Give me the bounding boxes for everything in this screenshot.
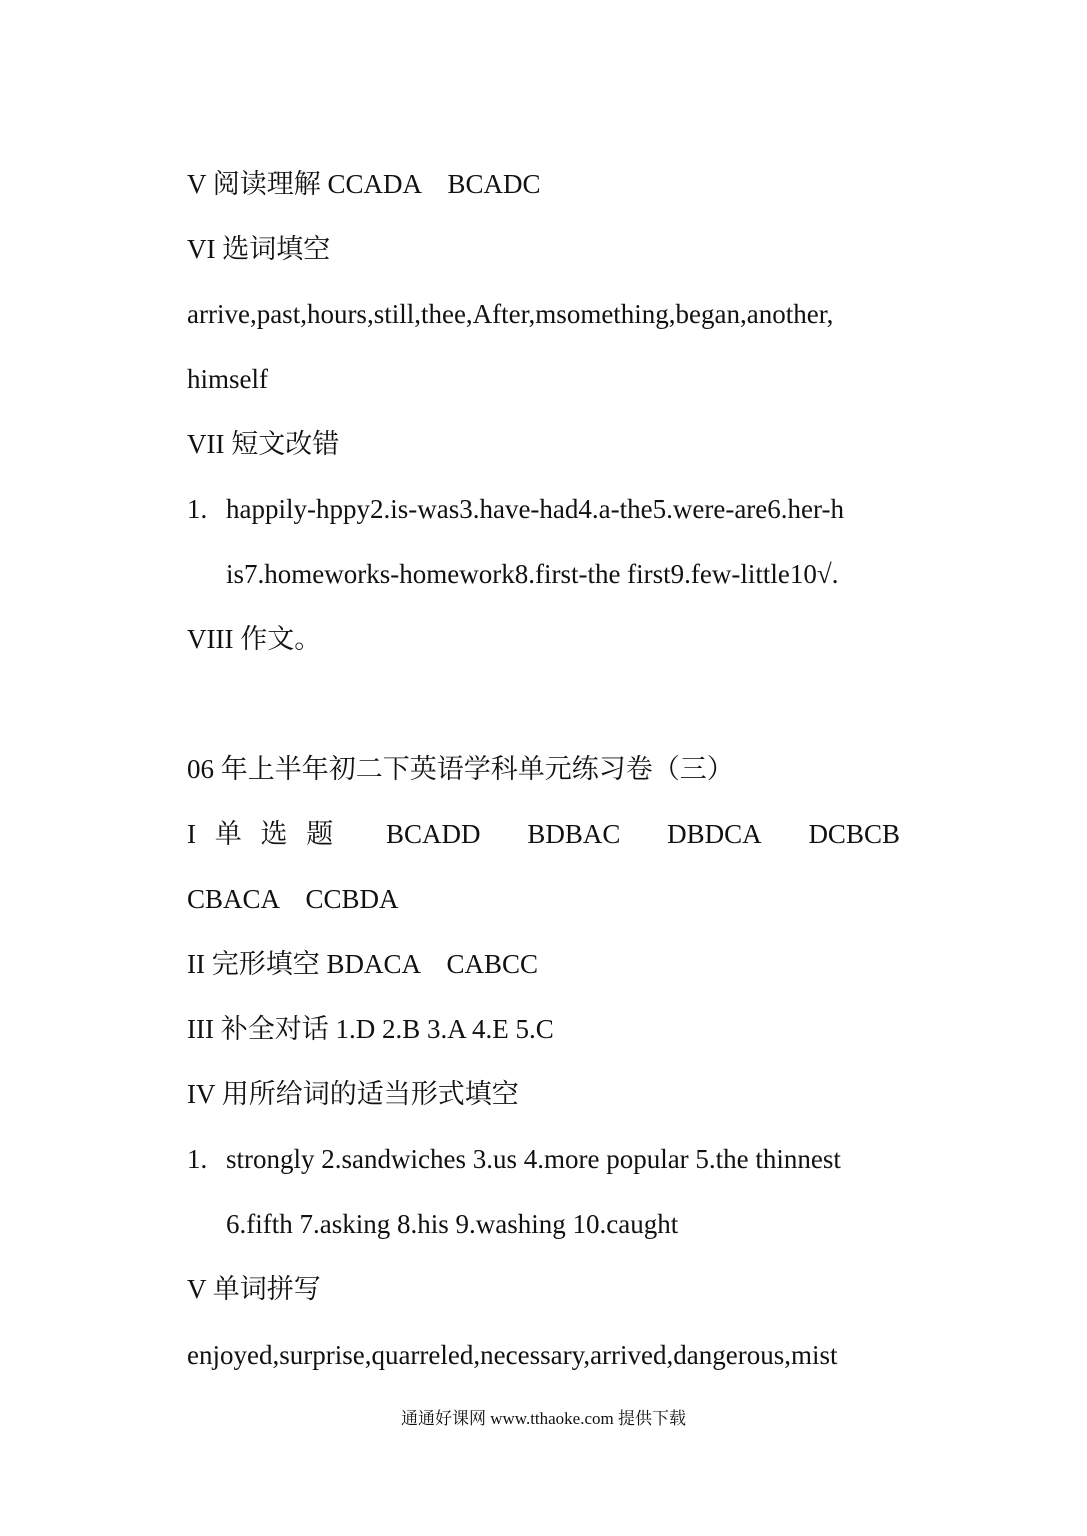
page-footer: 通通好课网 www.tthaoke.com 提供下载: [400, 1409, 687, 1428]
error-correction-answers-line-1: [187, 493, 844, 525]
dialogue-answers: III 补全对话 1.D 2.B 3.A 4.E 5.C: [187, 1014, 554, 1044]
error-correction-answers-line-2: is7.homeworks-homework8.first-the first9.few-little10√.: [226, 559, 839, 589]
word-choice-answers-line-1: arrive,past,hours,still,thee,After,msomething,began,another,: [187, 299, 834, 329]
answer-group: DBDCA: [667, 819, 762, 849]
answer-group: DCBCB: [808, 819, 900, 849]
word-form-answers-line-1: [187, 1143, 841, 1175]
word-form-heading: IV 用所给词的适当形式填空: [187, 1079, 519, 1109]
single-choice-answers-line-1: [187, 818, 900, 850]
answer-group: BCADD: [386, 819, 481, 849]
error-correction-text-1: happily-hppy2.is-was3.have-had4.a-the5.were-are6.her-h: [226, 494, 844, 524]
composition-heading: VIII 作文。: [187, 624, 322, 654]
list-number: 1.: [187, 1144, 208, 1174]
word-choice-answers-line-2: himself: [187, 364, 268, 394]
cloze-answers: II 完形填空 BDACA CABCC: [187, 949, 539, 979]
word-form-text-1: strongly 2.sandwiches 3.us 4.more popular 5.the thinnest: [226, 1144, 841, 1174]
exam-title: 06 年上半年初二下英语学科单元练习卷（三）: [187, 754, 734, 784]
word-choice-heading: VI 选词填空: [187, 234, 331, 264]
answer-group: BDBAC: [527, 819, 621, 849]
single-choice-label: I 单 选 题: [187, 819, 340, 849]
single-choice-answers-line-2: CBACA CCBDA: [187, 884, 399, 914]
reading-answers: V 阅读理解 CCADA BCADC: [187, 169, 541, 199]
spelling-heading: V 单词拼写: [187, 1274, 321, 1304]
error-correction-heading: VII 短文改错: [187, 429, 340, 459]
word-form-answers-line-2: 6.fifth 7.asking 8.his 9.washing 10.caught: [226, 1209, 679, 1239]
list-number: 1.: [187, 494, 208, 524]
spelling-answers: enjoyed,surprise,quarreled,necessary,arrived,dangerous,mist: [187, 1340, 838, 1370]
